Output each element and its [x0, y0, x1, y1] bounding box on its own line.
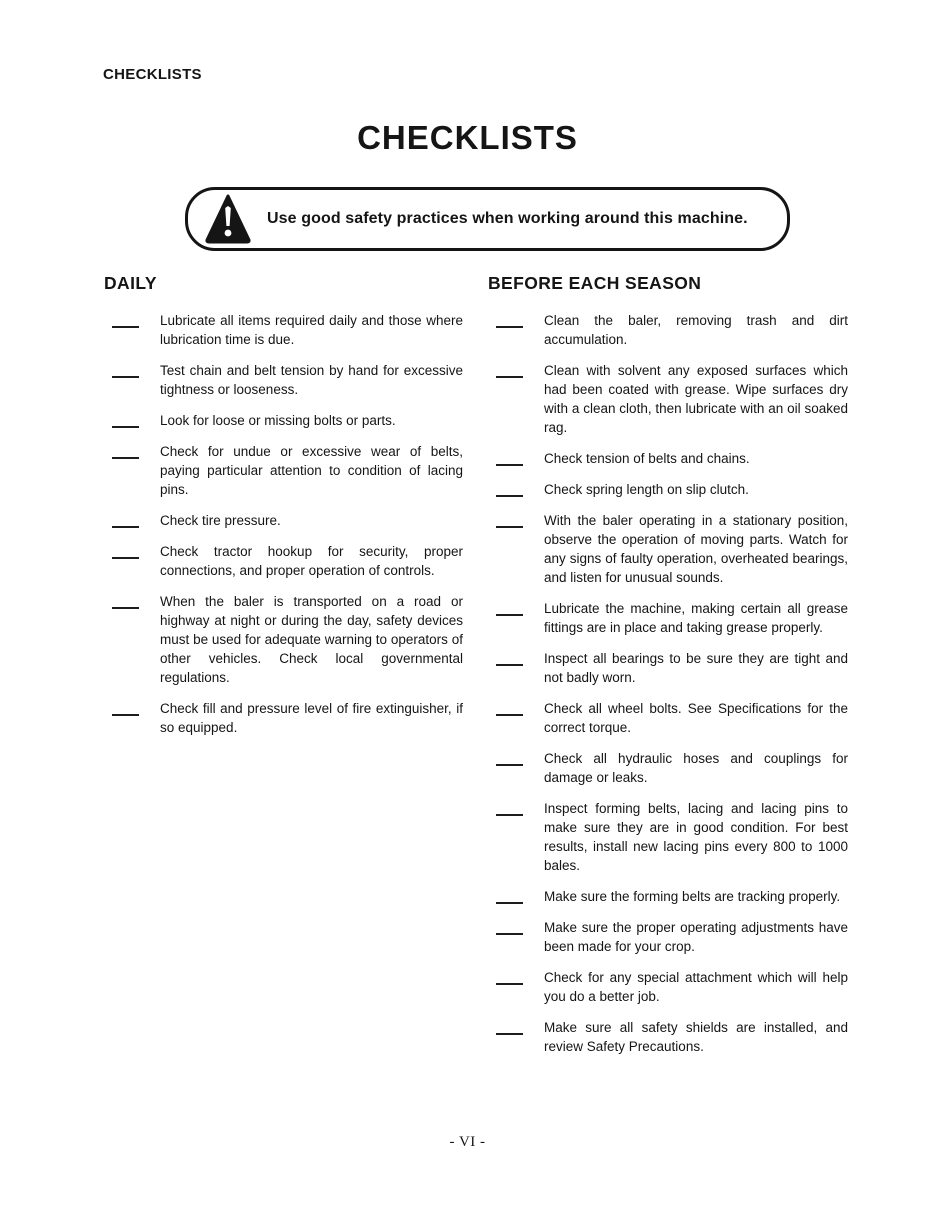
checkbox-blank-line [112, 442, 139, 459]
warning-triangle-icon [205, 194, 251, 244]
checklist-item [488, 799, 848, 875]
checklist-item-text: Inspect forming belts, lacing and lacing pins to make sure they are in good condition. For best results, install new lacing pins every 800 to 1000 bales. [544, 801, 848, 873]
checklist-item [104, 511, 463, 530]
checklist-item-text: Inspect all bearings to be sure they are tight and not badly worn. [544, 651, 848, 685]
checklist-item [488, 480, 848, 499]
running-header: CHECKLISTS [103, 66, 202, 83]
checklist-item-text: Make sure the proper operating adjustments have been made for your crop. [544, 920, 848, 954]
checklist-item-text: Lubricate all items required daily and those where lubrication time is due. [160, 313, 463, 347]
checklist-item [104, 311, 463, 349]
checklist-item [104, 542, 463, 580]
checkbox-blank-line [496, 749, 523, 766]
checkbox-blank-line [496, 511, 523, 528]
section-heading-before-each-season: BEFORE EACH SEASON [488, 273, 702, 293]
checkbox-blank-line [496, 649, 523, 666]
checkbox-blank-line [496, 799, 523, 816]
checklist-item [488, 887, 848, 906]
checklist-item [104, 442, 463, 499]
checklist-item-text: Check for undue or excessive wear of belts, paying particular attention to condition of lacing pins. [160, 444, 463, 497]
page-number: - VI - [449, 1134, 486, 1150]
checklist-item [488, 649, 848, 687]
checklist-item [104, 592, 463, 687]
page-title: CHECKLISTS [357, 119, 578, 156]
checklist-item-text: Check tractor hookup for security, proper connections, and proper operation of controls. [160, 544, 463, 578]
checklist-item [488, 699, 848, 737]
checklist-item-text: Check all wheel bolts. See Specifications for the correct torque. [544, 701, 848, 735]
checklist-item-text: Test chain and belt tension by hand for excessive tightness or looseness. [160, 363, 463, 397]
checklist-item-text: Look for loose or missing bolts or parts. [160, 413, 396, 428]
checkbox-blank-line [496, 968, 523, 985]
checklist-item [488, 511, 848, 587]
section-heading-daily: DAILY [104, 273, 157, 293]
checkbox-blank-line [496, 449, 523, 466]
safety-warning-box [185, 187, 790, 251]
checkbox-blank-line [112, 699, 139, 716]
checklist-item-text: Check tire pressure. [160, 513, 281, 528]
checklist-item-text: Clean with solvent any exposed surfaces which had been coated with grease. Wipe surfaces dry with a clean cloth, then lubricate with an oil soaked rag. [544, 363, 848, 435]
checklist-item [488, 361, 848, 437]
checkbox-blank-line [112, 511, 139, 528]
checklist-item-text: Clean the baler, removing trash and dirt accumulation. [544, 313, 848, 347]
checkbox-blank-line [112, 311, 139, 328]
checklist-item-text: Check for any special attachment which will help you do a better job. [544, 970, 848, 1004]
checklist-item [488, 918, 848, 956]
safety-warning-text: Use good safety practices when working around this machine. [267, 210, 748, 227]
checkbox-blank-line [496, 1018, 523, 1035]
checkbox-blank-line [112, 411, 139, 428]
checkbox-blank-line [496, 361, 523, 378]
checkbox-blank-line [496, 887, 523, 904]
checklist-item [488, 311, 848, 349]
checkbox-blank-line [112, 542, 139, 559]
checkbox-blank-line [496, 599, 523, 616]
checklist-item [488, 449, 848, 468]
checklist-item [104, 699, 463, 737]
checklist-item-text: Check spring length on slip clutch. [544, 482, 749, 497]
checklist-item-text: Lubricate the machine, making certain all grease fittings are in place and taking grease properly. [544, 601, 848, 635]
checklist-columns [104, 273, 848, 1068]
checklist-item-text: Make sure all safety shields are installed, and review Safety Precautions. [544, 1020, 848, 1054]
checkbox-blank-line [112, 592, 139, 609]
checklist-item [488, 1018, 848, 1056]
checkbox-blank-line [496, 311, 523, 328]
checkbox-blank-line [496, 918, 523, 935]
checklist-item [104, 411, 463, 430]
checklist-item-text: Check fill and pressure level of fire extinguisher, if so equipped. [160, 701, 463, 735]
checklist-item [488, 749, 848, 787]
checkbox-blank-line [112, 361, 139, 378]
checklist-item-text: Check tension of belts and chains. [544, 451, 750, 466]
checklist-item-text: Make sure the forming belts are tracking properly. [544, 889, 841, 904]
checklist-item [488, 968, 848, 1006]
daily-checklist-section [104, 273, 463, 1068]
checkbox-blank-line [496, 699, 523, 716]
checkbox-blank-line [496, 480, 523, 497]
checklist-item-text: When the baler is transported on a road or highway at night or during the day, safety devices must be used for adequate warning to operators of other vehicles. Check local governmental regulations. [160, 594, 463, 685]
checklist-item-text: Check all hydraulic hoses and couplings for damage or leaks. [544, 751, 848, 785]
checklist-item-text: With the baler operating in a stationary position, observe the operation of moving parts. Watch for any signs of faulty operation, overheated bearings, and listen for unusual sounds. [544, 513, 848, 585]
before-each-season-checklist-section [488, 273, 848, 1068]
checklist-item [488, 599, 848, 637]
checklist-item [104, 361, 463, 399]
